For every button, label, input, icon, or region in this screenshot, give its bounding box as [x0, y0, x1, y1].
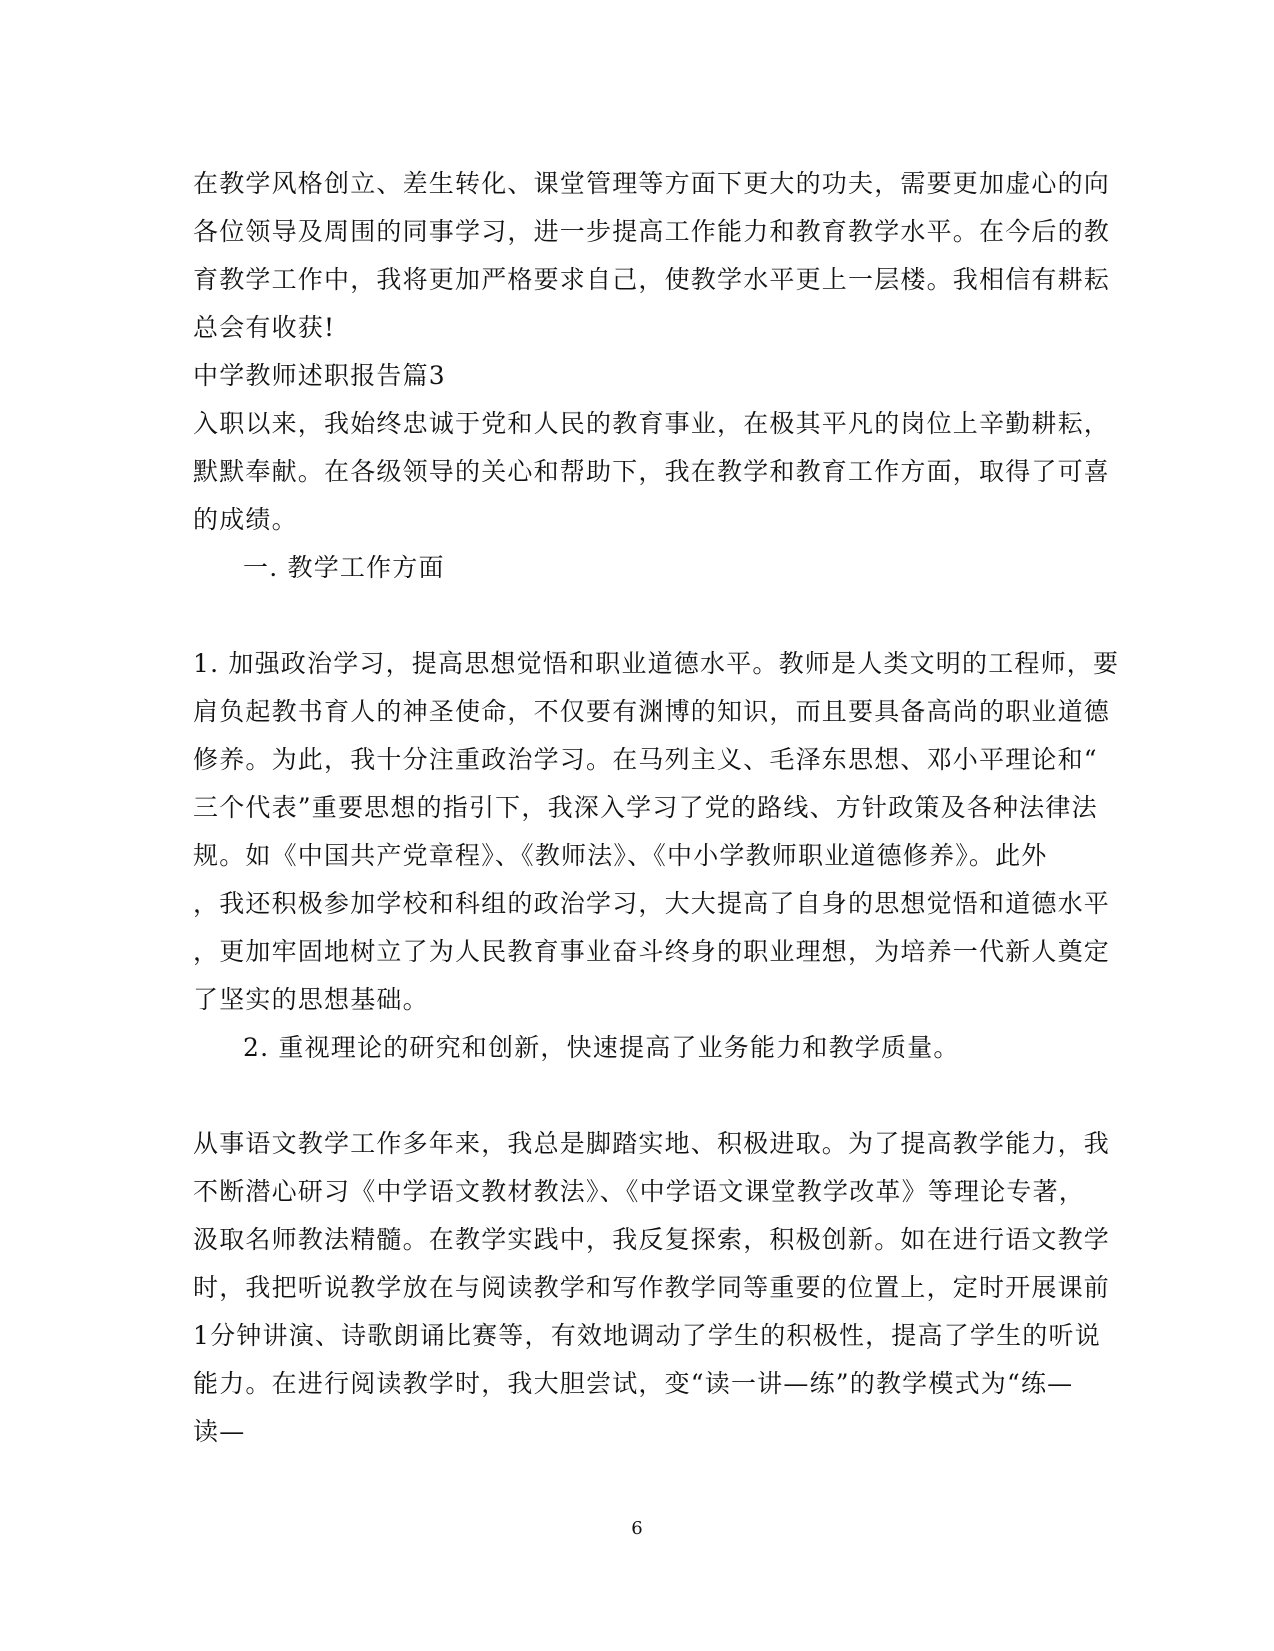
blank-line	[193, 592, 1073, 640]
text-line: ，我还积极参加学校和科组的政治学习，大大提高了自身的思想觉悟和道德水平	[193, 889, 1111, 918]
subsection-heading: 一. 教学工作方面	[243, 553, 445, 582]
text-line: ，更加牢固地树立了为人民教育事业奋斗终身的职业理想，为培养一代新人奠定	[193, 937, 1111, 966]
document-body	[193, 160, 1120, 1456]
text-line: 在教学风格创立、差生转化、课堂管理等方面下更大的功夫，需要更加虚心的向	[193, 169, 1111, 198]
text-line: 修养。为此，我十分注重政治学习。在马列主义、毛泽东思想、邓小平理论和“	[193, 745, 1098, 774]
text-line: 各位领导及周围的同事学习，进一步提高工作能力和教育教学水平。在今后的教	[193, 217, 1111, 246]
page-number: 6	[631, 1518, 643, 1539]
text-line: 汲取名师教法精髓。在教学实践中，我反复探索，积极创新。如在进行语文教学	[193, 1225, 1111, 1254]
text-line: 的成绩。	[193, 505, 298, 534]
text-line: 肩负起教书育人的神圣使命，不仅要有渊博的知识，而且要具备高尚的职业道德	[193, 697, 1111, 726]
text-line: 时，我把听说教学放在与阅读教学和写作教学同等重要的位置上，定时开展课前	[193, 1273, 1111, 1302]
text-line: 1分钟讲演、诗歌朗诵比赛等，有效地调动了学生的积极性，提高了学生的听说	[193, 1321, 1101, 1350]
text-line: 入职以来，我始终忠诚于党和人民的教育事业，在极其平凡的岗位上辛勤耕耘，	[193, 409, 1111, 438]
text-line: 2. 重视理论的研究和创新，快速提高了业务能力和教学质量。	[243, 1033, 960, 1062]
text-line: 从事语文教学工作多年来，我总是脚踏实地、积极进取。为了提高教学能力，我	[193, 1129, 1111, 1158]
text-line: 能力。在进行阅读教学时，我大胆尝试，变“读一讲—练”的教学模式为“练—	[193, 1369, 1074, 1398]
text-line: 默默奉献。在各级领导的关心和帮助下，我在教学和教育工作方面，取得了可喜	[193, 457, 1111, 486]
text-line: 规。如《中国共产党章程》、《教师法》、《中小学教师职业道德修养》。此外	[193, 841, 1048, 870]
text-line: 总会有收获!	[193, 313, 336, 342]
text-line: 了坚实的思想基础。	[193, 985, 429, 1014]
blank-line	[193, 1072, 1073, 1120]
text-line: 读—	[193, 1417, 246, 1446]
text-line: 不断潜心研习《中学语文教材教法》、《中学语文课堂教学改革》等理论专著，	[193, 1177, 1086, 1206]
text-line: 三个代表”重要思想的指引下，我深入学习了党的路线、方针政策及各种法律法	[193, 793, 1098, 822]
text-line: 育教学工作中，我将更加严格要求自己，使教学水平更上一层楼。我相信有耕耘	[193, 265, 1111, 294]
section-heading: 中学教师述职报告篇3	[193, 361, 446, 390]
text-line: 1. 加强政治学习，提高思想觉悟和职业道德水平。教师是人类文明的工程师，要	[193, 649, 1120, 678]
